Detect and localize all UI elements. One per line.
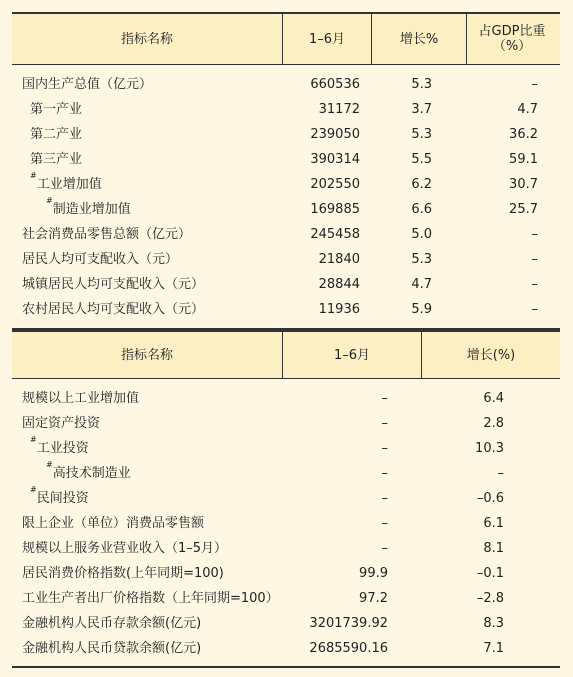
row-name	[22, 536, 227, 561]
value-gdp-share: –	[531, 77, 538, 92]
row-name-text: 民间投资	[36, 491, 89, 506]
row-name	[30, 436, 89, 461]
row-name-text: 高技术制造业	[52, 466, 131, 481]
table-row	[12, 272, 560, 297]
row-name	[22, 636, 201, 661]
value-period: –	[381, 516, 388, 531]
value-period: 390314	[310, 152, 360, 167]
value-period: 28844	[318, 277, 360, 292]
value-growth: 6.2	[411, 177, 432, 192]
table-row	[12, 172, 560, 197]
value-period: 97.2	[359, 591, 388, 606]
table-row	[12, 461, 560, 486]
row-name	[30, 486, 89, 511]
value-growth: 8.3	[483, 616, 504, 631]
value-growth: –2.8	[476, 591, 504, 606]
table-row	[12, 386, 560, 411]
row-name	[22, 386, 139, 411]
value-growth: –	[497, 466, 504, 481]
row-name-text: 工业投资	[36, 441, 89, 456]
table-row	[12, 97, 560, 122]
table-row	[12, 147, 560, 172]
value-gdp-share: –	[531, 252, 538, 267]
table-row	[12, 436, 560, 461]
row-name	[30, 122, 82, 147]
table-gdp	[12, 12, 560, 330]
value-period: 21840	[318, 252, 360, 267]
row-name	[22, 586, 279, 611]
row-name-text: 工业生产者出厂价格指数（上年同期=100）	[22, 591, 279, 606]
value-growth: 7.1	[483, 641, 504, 656]
table-row	[12, 636, 560, 661]
value-growth: 5.3	[411, 252, 432, 267]
header-growth: 增长(%)	[466, 347, 516, 363]
table-indicators	[12, 330, 560, 670]
footnote-mark: #	[46, 196, 53, 205]
row-name-text: 社会消费品零售总额（亿元）	[22, 227, 192, 242]
value-gdp-share: –	[531, 302, 538, 317]
row-name	[22, 222, 191, 247]
value-growth: 5.5	[411, 152, 432, 167]
value-gdp-share: 4.7	[517, 102, 538, 117]
value-gdp-share: –	[531, 277, 538, 292]
value-gdp-share: 59.1	[509, 152, 538, 167]
value-period: 245458	[310, 227, 360, 242]
value-period: 660536	[310, 77, 360, 92]
row-name	[22, 411, 100, 436]
value-gdp-share: 36.2	[509, 127, 538, 142]
row-name	[22, 611, 201, 636]
value-period: –	[381, 441, 388, 456]
row-name	[30, 172, 102, 197]
value-gdp-share: 25.7	[509, 202, 538, 217]
value-period: –	[381, 466, 388, 481]
header-gdp-share: 占GDP比重（%）	[478, 24, 546, 54]
row-name-text: 规模以上工业增加值	[22, 391, 140, 406]
table-header	[12, 330, 560, 379]
header-period: 1–6月	[333, 347, 371, 363]
footnote-mark: #	[30, 171, 37, 180]
table-row	[12, 72, 560, 97]
value-gdp-share: –	[531, 227, 538, 242]
header-indicator-name: 指标名称	[120, 347, 173, 363]
table-row	[12, 586, 560, 611]
header-indicator-name: 指标名称	[120, 31, 173, 47]
row-name	[22, 272, 204, 297]
value-growth: 3.7	[411, 102, 432, 117]
row-name-text: 规模以上服务业营业收入（1–5月）	[22, 541, 228, 556]
row-name-text: 金融机构人民币存款余额(亿元)	[22, 616, 202, 631]
table-row	[12, 611, 560, 636]
table-row	[12, 561, 560, 586]
value-period: –	[381, 416, 388, 431]
value-period: 169885	[310, 202, 360, 217]
row-name	[30, 97, 82, 122]
table-row	[12, 486, 560, 511]
table-row	[12, 247, 560, 272]
value-growth: 5.0	[411, 227, 432, 242]
value-period: –	[381, 541, 388, 556]
value-growth: 6.6	[411, 202, 432, 217]
value-period: 99.9	[359, 566, 388, 581]
row-name	[22, 247, 178, 272]
value-growth: 5.9	[411, 302, 432, 317]
value-period: 2685590.16	[309, 641, 388, 656]
value-gdp-share: 30.7	[509, 177, 538, 192]
value-growth: 5.3	[411, 127, 432, 142]
table-row	[12, 536, 560, 561]
row-name-text: 工业增加值	[36, 177, 102, 192]
row-name	[22, 561, 224, 586]
table-row	[12, 122, 560, 147]
row-name	[22, 511, 204, 536]
value-growth: –0.6	[476, 491, 504, 506]
row-name-text: 第三产业	[30, 152, 83, 167]
footnote-mark: #	[30, 435, 37, 444]
value-growth: 5.3	[411, 77, 432, 92]
row-name-text: 国内生产总值（亿元）	[22, 77, 153, 92]
row-name	[22, 72, 152, 97]
value-growth: 4.7	[411, 277, 432, 292]
row-name-text: 第一产业	[30, 102, 83, 117]
row-name-text: 农村居民人均可支配收入（元）	[22, 302, 205, 317]
value-growth: 10.3	[475, 441, 504, 456]
value-period: 239050	[310, 127, 360, 142]
table-row	[12, 297, 560, 322]
table-row	[12, 222, 560, 247]
value-period: 31172	[318, 102, 360, 117]
row-name	[46, 197, 131, 222]
row-name-text: 居民消费价格指数(上年同期=100)	[22, 566, 224, 581]
row-name-text: 第二产业	[30, 127, 83, 142]
row-name-text: 限上企业（单位）消费品零售额	[22, 516, 205, 531]
value-period: –	[381, 491, 388, 506]
value-period: 11936	[318, 302, 360, 317]
row-name-text: 金融机构人民币贷款余额(亿元)	[22, 641, 202, 656]
row-name	[46, 461, 131, 486]
table-bottom-rule	[12, 666, 560, 668]
row-name-text: 居民人均可支配收入（元）	[22, 252, 179, 267]
table-row	[12, 411, 560, 436]
value-growth: 6.1	[483, 516, 504, 531]
value-period: 3201739.92	[309, 616, 388, 631]
row-name-text: 制造业增加值	[52, 202, 131, 217]
value-growth: 6.4	[483, 391, 504, 406]
footnote-mark: #	[46, 460, 53, 469]
value-growth: 2.8	[483, 416, 504, 431]
value-period: –	[381, 391, 388, 406]
footnote-mark: #	[30, 485, 37, 494]
header-period: 1–6月	[308, 31, 346, 47]
table-row	[12, 197, 560, 222]
value-period: 202550	[310, 177, 360, 192]
row-name	[30, 147, 82, 172]
row-name-text: 固定资产投资	[22, 416, 101, 431]
table-row	[12, 511, 560, 536]
header-growth: 增长%	[399, 31, 439, 47]
value-growth: –0.1	[476, 566, 504, 581]
row-name	[22, 297, 204, 322]
value-growth: 8.1	[483, 541, 504, 556]
table-header	[12, 12, 560, 65]
row-name-text: 城镇居民人均可支配收入（元）	[22, 277, 205, 292]
